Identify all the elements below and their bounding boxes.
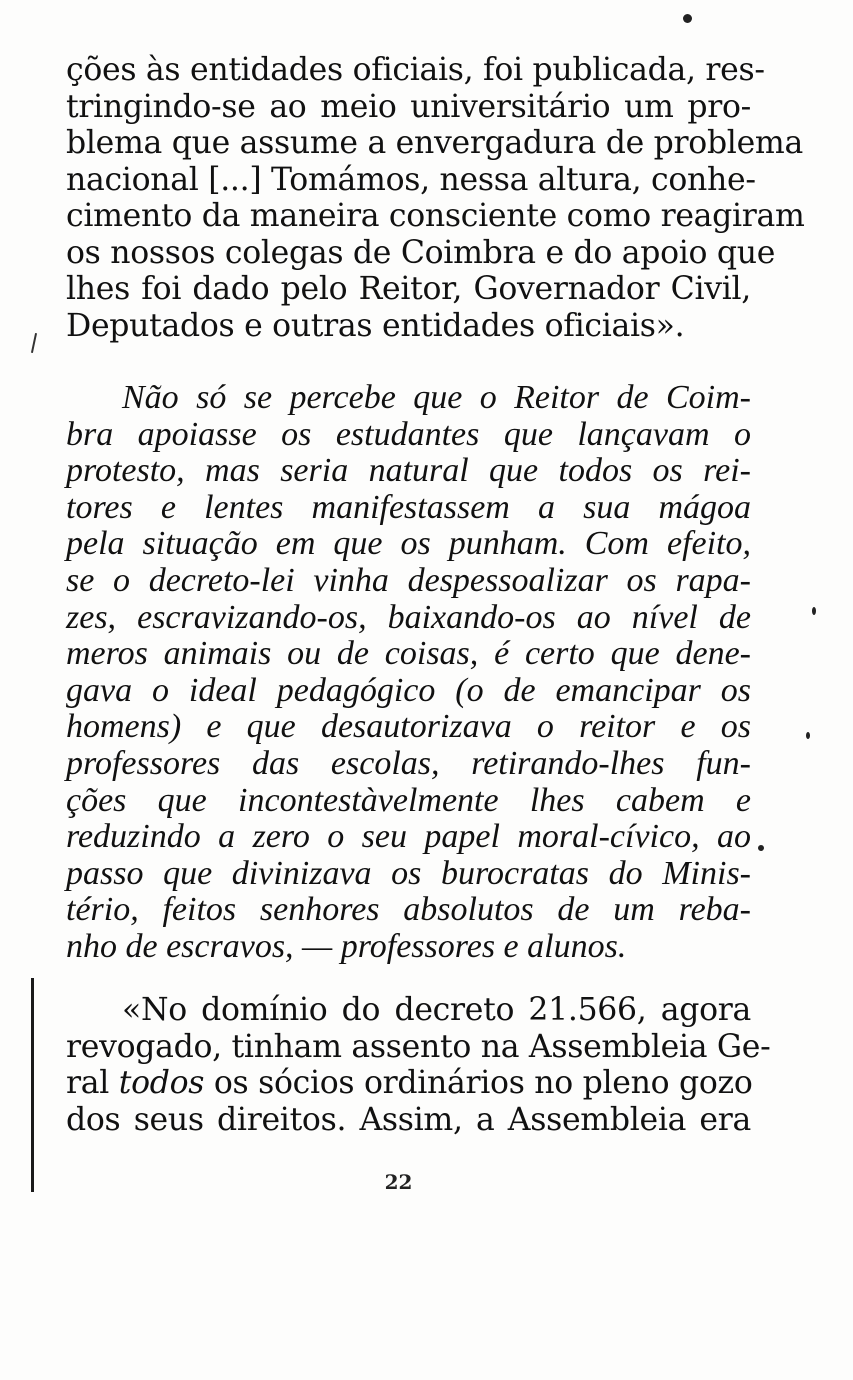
text-line: homens) e que desautorizava o reitor e os	[66, 708, 751, 746]
text-line: blema que assume a envergadura de problema	[66, 125, 803, 161]
text-line: tringindo-se ao meio universitário um pro-	[66, 88, 751, 125]
text-line: revogado, tinham assento na Assembleia Ge-	[66, 1028, 771, 1065]
text-segment: os sócios ordinários no pleno gozo	[204, 1065, 753, 1101]
margin-mark	[31, 333, 37, 353]
text-line: nho de escravos, — professores e alunos.	[66, 927, 627, 965]
text-line: os nossos colegas de Coimbra e do apoio que	[66, 234, 776, 271]
text-line: professores das escolas, retirando-lhes fun-	[66, 744, 751, 782]
text-line: Deputados e outras entidades oficiais».	[66, 307, 685, 344]
text-segment: ral	[66, 1065, 119, 1101]
text-line: protesto, mas seria natural que todos os rei-	[66, 452, 751, 490]
scan-speck	[683, 14, 692, 23]
text-line: ções que incontestàvelmente lhes cabem e	[66, 781, 751, 819]
text-line: reduzindo a zero o seu papel moral-cívico, ao	[66, 818, 751, 856]
scan-speck	[758, 845, 764, 851]
paragraph-2	[66, 380, 751, 966]
text-line: nacional [...] Tomámos, nessa altura, conhe-	[66, 161, 756, 198]
text-line: ções às entidades oficiais, foi publicada, res-	[66, 52, 765, 88]
text-line: cimento da maneira consciente como reagiram	[66, 198, 805, 234]
text-line: tério, feitos senhores absolutos de um reba-	[66, 891, 751, 929]
text-line: meros animais ou de coisas, é certo que dene-	[66, 635, 751, 673]
italic-word: todos	[118, 1065, 205, 1101]
text-line: «No domínio do decreto 21.566, agora	[122, 992, 751, 1028]
scan-speck	[806, 732, 810, 739]
text-line: tores e lentes manifestassem a sua mágoa	[66, 488, 751, 526]
text-line: zes, escravizando-os, baixando-os ao nível de	[66, 598, 751, 636]
paragraph-3	[66, 992, 771, 1138]
paragraph-1	[66, 52, 805, 344]
text-line: dos seus direitos. Assim, a Assembleia era	[66, 1101, 751, 1138]
text-line: pela situação em que os punham. Com efeito,	[66, 525, 751, 563]
text-line: gava o ideal pedagógico (o de emancipar os	[66, 671, 751, 709]
text-line: Não só se percebe que o Reitor de Coim-	[122, 379, 751, 416]
page-number: 22	[384, 1170, 413, 1194]
text-line	[66, 1065, 751, 1102]
scan-speck	[812, 607, 816, 615]
margin-rule	[31, 978, 34, 1192]
text-line: se o decreto-lei vinha despessoalizar os rapa-	[66, 561, 751, 599]
text-line: passo que divinizava os burocratas do Minis-	[66, 854, 751, 892]
text-line: lhes foi dado pelo Reitor, Governador Civil,	[66, 271, 751, 307]
text-line: bra apoiasse os estudantes que lançavam o	[66, 415, 751, 453]
